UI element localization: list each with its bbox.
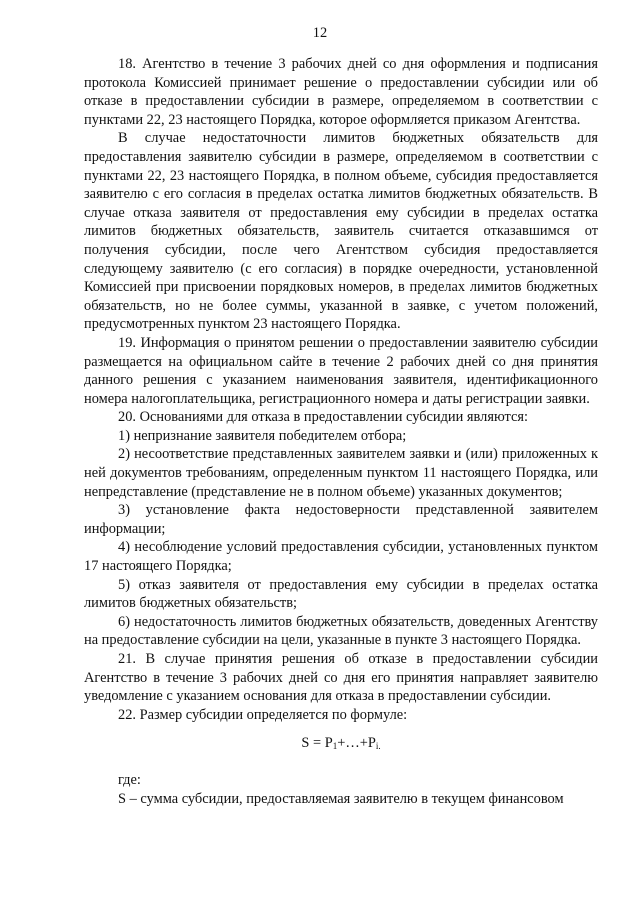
document-body	[84, 55, 598, 808]
list-item: 2) несоответствие представленных заявителем заявки и (или) приложенных к ней документов требованиям, определенным пунктом 11 настоящего Порядка, или непредставление (представление не в полном объеме) указанных документов;	[84, 446, 598, 500]
paragraph-22: 22. Размер субсидии определяется по формуле:	[118, 706, 408, 723]
formula-middle: +…+P	[337, 735, 376, 752]
formula-definition-s: S – сумма субсидии, предоставляемая заявителю в текущем финансовом	[118, 790, 564, 807]
subsidy-formula	[84, 734, 598, 753]
paragraph-20: 20. Основаниями для отказа в предоставлении субсидии являются:	[118, 409, 528, 426]
formula-lhs: S = P	[301, 735, 333, 752]
formula-where: где:	[118, 771, 141, 788]
list-item: 6) недостаточность лимитов бюджетных обязательств, доведенных Агентству на предоставление субсидии на цели, указанные в пункте 3 настоящего Порядка.	[84, 613, 598, 649]
paragraph-19: 19. Информация о принятом решении о предоставлении заявителю субсидии размещается на официальном сайте в течение 2 рабочих дней со дня принятия данного решения с указанием наименования заявителя, идентификационного номера налогоплательщика, регистрационного номера и даты регистрации заявки.	[84, 334, 598, 407]
list-item: 4) несоблюдение условий предоставления субсидии, установленных пунктом 17 настоящего Порядка;	[84, 539, 598, 575]
list-item: 5) отказ заявителя от предоставления ему субсидии в пределах остатка лимитов бюджетных обязательств;	[84, 576, 598, 612]
page-number: 12	[312, 25, 328, 41]
paragraph-18: 18. Агентство в течение 3 рабочих дней со дня оформления и подписания протокола Комиссией принимает решение о предоставлении субсидии или об отказе в предоставлении субсидии в размере, определяемом в соответствии с пунктами 22, 23 настоящего Порядка, которое оформляется приказом Агентства.	[84, 56, 598, 128]
formula-sub-i: i.	[375, 741, 381, 752]
paragraph-18-limits: В случае недостаточности лимитов бюджетных обязательств для предоставления заявителю субсидии в размере, определяемом в соответствии с пунктами 22, 23 настоящего Порядка, в полном объеме, субсидия предоставляется заявителю с его согласия в пределах остатка лимитов бюджетных обязательств. В случае отказа заявителя от предоставления ему субсидии в пределах остатка лимитов бюджетных обязательств, заявитель считается отказавшимся от получения субсидии, после чего Агентством субсидия предоставляется следующему заявителю (с его согласия) в порядке очередности, установленной Комиссией при присвоении порядковых номеров, в пределах лимитов бюджетных обязательств, но не более суммы, указанной в заявке, с учетом положений, предусмотренных пунктом 23 настоящего Порядка.	[84, 130, 598, 333]
list-item: 3) установление факта недостоверности представленной заявителем информации;	[84, 502, 598, 537]
formula-sub-1: 1	[332, 741, 338, 752]
list-item: 1) непризнание заявителя победителем отбора;	[118, 427, 407, 444]
paragraph-21: 21. В случае принятия решения об отказе в предоставлении субсидии Агентство в течение 3 рабочих дней со дня его принятия направляет заявителю уведомление с указанием основания для отказа в предоставлении субсидии.	[84, 651, 598, 705]
